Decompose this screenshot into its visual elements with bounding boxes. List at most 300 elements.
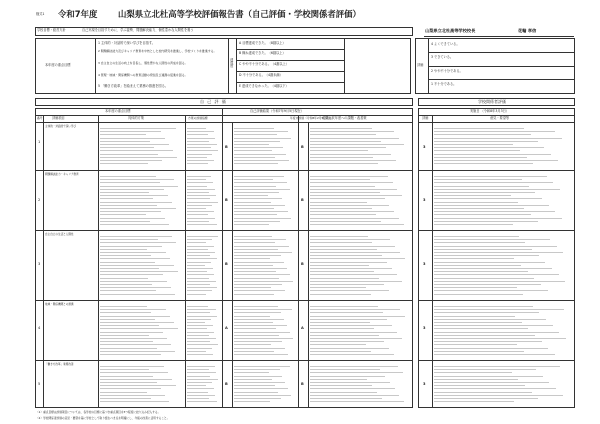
text-line xyxy=(100,312,151,313)
text-line xyxy=(187,262,211,263)
text-line xyxy=(434,332,559,333)
text-line xyxy=(310,290,389,291)
text-line xyxy=(310,150,368,151)
text-line xyxy=(434,131,555,132)
text-line xyxy=(310,322,370,323)
text-line xyxy=(310,163,378,164)
form-tag: 様式1 xyxy=(36,12,45,16)
text-line xyxy=(100,205,157,206)
text-line xyxy=(234,322,273,323)
col-measure: 具体的方策 xyxy=(128,116,144,120)
text-line xyxy=(100,319,155,320)
text-line xyxy=(100,281,167,282)
text-line xyxy=(434,385,525,386)
text-line xyxy=(234,278,279,279)
text-line xyxy=(100,144,169,145)
text-line xyxy=(100,208,176,209)
text-line xyxy=(187,195,216,196)
text-line xyxy=(187,385,206,386)
focus-item: 4 管理・地域・関係機関への教育活動の発信及び連携の促進を図る。 xyxy=(98,73,188,77)
text-line xyxy=(310,325,392,326)
text-line xyxy=(310,221,381,222)
text-line xyxy=(434,179,522,180)
principal-name: 花輪 孝信 xyxy=(518,28,537,33)
mid-rating: B xyxy=(225,198,228,202)
col-no: 番号 xyxy=(37,116,43,120)
text-line xyxy=(310,141,381,142)
text-line xyxy=(234,325,287,326)
text-line xyxy=(434,205,549,206)
text-line xyxy=(310,205,389,206)
text-line xyxy=(310,385,372,386)
text-line xyxy=(100,150,173,151)
text-line xyxy=(100,131,161,132)
text-line xyxy=(187,249,208,250)
text-line xyxy=(310,134,376,135)
text-line xyxy=(234,134,277,135)
text-line xyxy=(434,160,558,161)
text-line xyxy=(234,224,269,225)
focus-label: 本年度の重点目標 xyxy=(45,63,71,67)
text-line xyxy=(434,258,514,259)
text-line xyxy=(100,306,147,307)
text-line xyxy=(187,401,217,402)
text-line xyxy=(187,344,218,345)
text-line xyxy=(434,255,539,256)
text-line xyxy=(434,351,524,352)
focus-item: 1 主体的・対話的で深い学びを目指す。 xyxy=(98,41,155,45)
text-line xyxy=(187,287,217,288)
text-line xyxy=(100,354,161,355)
text-line xyxy=(187,271,207,272)
text-line xyxy=(234,281,293,282)
text-line xyxy=(310,147,386,148)
text-line xyxy=(234,388,288,389)
text-line xyxy=(100,328,178,329)
text-line xyxy=(434,395,563,396)
text-line xyxy=(310,239,390,240)
text-line xyxy=(234,182,287,183)
text-line xyxy=(434,322,522,323)
text-line xyxy=(310,312,383,313)
text-line xyxy=(100,218,165,219)
text-line xyxy=(187,284,210,285)
text-line xyxy=(310,284,384,285)
text-line xyxy=(310,192,380,193)
text-line xyxy=(187,150,218,151)
text-line xyxy=(434,392,532,393)
text-line xyxy=(434,218,562,219)
text-line xyxy=(234,392,278,393)
text-line xyxy=(100,382,157,383)
scale-row: D 不十分である。（4割未満） xyxy=(239,73,283,77)
focus-item: 3 自主自立の生活の向上を目指し、個性豊かな人間性の育成を図る。 xyxy=(98,61,188,65)
text-line xyxy=(310,348,389,349)
text-line xyxy=(100,258,170,259)
text-line xyxy=(187,157,207,158)
end-rating: B xyxy=(301,382,304,386)
text-line xyxy=(234,236,272,237)
focus-item: 2 問題解決能力及びキャリア教育を中核とした校内研究を推進し、学校づくりを推進する。 xyxy=(98,49,217,53)
text-line xyxy=(100,157,177,158)
text-line xyxy=(234,271,276,272)
text-line xyxy=(434,388,556,389)
text-line xyxy=(310,287,366,288)
text-line xyxy=(187,335,209,336)
text-line xyxy=(310,176,388,177)
text-line xyxy=(310,382,390,383)
text-line xyxy=(234,319,284,320)
text-line xyxy=(187,392,208,393)
text-line xyxy=(100,154,158,155)
text-line xyxy=(234,252,292,253)
text-line xyxy=(434,271,528,272)
end-rating: B xyxy=(301,262,304,266)
text-line xyxy=(187,376,210,377)
text-line xyxy=(434,379,518,380)
text-line xyxy=(310,294,371,295)
text-line xyxy=(100,179,174,180)
text-line xyxy=(187,134,208,135)
text-line xyxy=(434,398,538,399)
rel-eval-title: 学校関係者評価 xyxy=(478,99,506,104)
text-line xyxy=(187,189,215,190)
text-line xyxy=(100,160,162,161)
text-line xyxy=(234,211,288,212)
text-line xyxy=(434,294,523,295)
end-rating: A xyxy=(301,326,304,330)
text-line xyxy=(100,163,148,164)
text-line xyxy=(234,160,289,161)
text-line xyxy=(187,338,216,339)
text-line xyxy=(100,395,165,396)
footnote: （1）重点目標は評価項目については、各学校の目標に基づき重点項目を3つ程度に絞り込み記入する。 xyxy=(36,410,161,414)
text-line xyxy=(310,128,372,129)
text-line xyxy=(310,182,393,183)
text-line xyxy=(100,265,174,266)
text-line xyxy=(434,262,545,263)
col-method: 方策の評価指標 xyxy=(188,116,208,120)
text-line xyxy=(234,255,281,256)
text-line xyxy=(234,258,270,259)
text-line xyxy=(310,344,366,345)
text-line xyxy=(187,348,212,349)
text-line xyxy=(310,138,399,139)
text-line xyxy=(100,294,175,295)
text-line xyxy=(310,316,405,317)
text-line xyxy=(100,255,151,256)
text-line xyxy=(310,376,385,377)
text-line xyxy=(187,246,214,247)
text-line xyxy=(187,341,210,342)
text-line xyxy=(187,239,212,240)
text-line xyxy=(310,328,374,329)
text-line xyxy=(310,271,374,272)
plan-heading: 本年度の重点目標 xyxy=(105,109,131,113)
text-line xyxy=(310,369,380,370)
text-line xyxy=(434,186,529,187)
scale-row: A 目標達成できた。（8割以上） xyxy=(239,41,286,45)
text-line xyxy=(187,205,212,206)
report-year: 令和7年度 xyxy=(58,9,98,19)
rel-rating: 3 xyxy=(423,262,426,266)
text-line xyxy=(310,332,397,333)
text-line xyxy=(234,398,281,399)
text-line xyxy=(234,138,291,139)
text-line xyxy=(100,372,168,373)
text-line xyxy=(310,265,369,266)
text-line xyxy=(100,385,176,386)
text-line xyxy=(310,255,382,256)
text-line xyxy=(234,249,278,250)
text-line xyxy=(434,328,528,329)
text-line xyxy=(100,221,150,222)
row-item: 「働き方改革」業務改善 xyxy=(45,363,74,366)
text-line xyxy=(187,154,212,155)
text-line xyxy=(187,322,205,323)
text-line xyxy=(234,268,287,269)
text-line xyxy=(100,366,164,367)
rel-col-comment: 意見・要望等 xyxy=(490,116,510,120)
text-line xyxy=(100,176,156,177)
text-line xyxy=(187,252,215,253)
text-line xyxy=(434,176,547,177)
text-line xyxy=(310,186,375,187)
row-number: 2 xyxy=(38,198,41,202)
text-line xyxy=(434,144,513,145)
col-outcome: 成果と次年度への課題・改善策 xyxy=(322,116,367,120)
text-line xyxy=(234,274,290,275)
row-item: 自主自立の生活と人間性 xyxy=(45,233,74,236)
text-line xyxy=(434,309,564,310)
text-line xyxy=(234,208,274,209)
text-line xyxy=(100,271,178,272)
text-line xyxy=(434,138,562,139)
text-line xyxy=(100,198,153,199)
text-line xyxy=(434,335,535,336)
text-line xyxy=(187,192,209,193)
text-line xyxy=(187,144,217,145)
text-line xyxy=(234,262,284,263)
text-line xyxy=(234,354,288,355)
text-line xyxy=(310,242,372,243)
text-line xyxy=(234,221,280,222)
text-line xyxy=(434,236,519,237)
text-line xyxy=(100,309,166,310)
text-line xyxy=(187,141,209,142)
text-line xyxy=(187,131,214,132)
rel-rating: 3 xyxy=(423,198,426,202)
text-line xyxy=(187,128,206,129)
text-line xyxy=(187,138,215,139)
row-number: 3 xyxy=(38,262,41,266)
text-line xyxy=(234,179,273,180)
self-eval-title: 自 己 評 価 xyxy=(200,99,227,104)
text-line xyxy=(234,316,270,317)
text-line xyxy=(310,306,378,307)
text-line xyxy=(187,274,214,275)
text-line xyxy=(100,341,153,342)
goal-text: 自己実現を目指すために、学ぶ姿勢、問題解決能力、個性豊かな人間性を養う xyxy=(82,28,194,32)
text-line xyxy=(234,214,277,215)
text-line xyxy=(100,186,178,187)
text-line xyxy=(100,252,166,253)
text-line xyxy=(310,268,392,269)
text-line xyxy=(234,157,275,158)
text-line xyxy=(187,278,209,279)
text-line xyxy=(187,294,206,295)
text-line xyxy=(310,218,399,219)
text-line xyxy=(310,214,376,215)
scale-side-label: 達成度 xyxy=(229,58,234,68)
text-line xyxy=(234,335,279,336)
text-line xyxy=(187,369,209,370)
text-line xyxy=(100,351,175,352)
text-line xyxy=(100,202,172,203)
school-underline xyxy=(424,36,574,37)
text-line xyxy=(434,198,542,199)
text-line xyxy=(187,306,208,307)
text-line xyxy=(234,141,280,142)
text-line xyxy=(187,198,210,199)
text-line xyxy=(234,348,285,349)
text-line xyxy=(187,221,209,222)
text-line xyxy=(310,154,391,155)
text-line xyxy=(434,239,550,240)
text-line xyxy=(434,281,565,282)
row-item: 主体的・対話的で深い学び xyxy=(45,125,77,128)
text-line xyxy=(434,221,538,222)
text-line xyxy=(310,211,394,212)
text-line xyxy=(234,385,275,386)
text-line xyxy=(434,249,532,250)
text-line xyxy=(234,192,279,193)
text-line xyxy=(234,242,275,243)
text-line xyxy=(100,147,154,148)
text-line xyxy=(434,157,527,158)
rating-row: 1 不十分である。 xyxy=(431,82,457,86)
text-line xyxy=(234,341,282,342)
rel-rating: 3 xyxy=(423,145,426,149)
text-line xyxy=(434,189,560,190)
text-line xyxy=(434,246,557,247)
text-line xyxy=(434,268,552,269)
text-line xyxy=(187,147,211,148)
text-line xyxy=(434,284,541,285)
text-line xyxy=(234,351,274,352)
text-line xyxy=(234,294,274,295)
text-line xyxy=(234,332,290,333)
text-line xyxy=(434,348,548,349)
text-line xyxy=(234,218,291,219)
text-line xyxy=(187,265,205,266)
text-line xyxy=(100,401,169,402)
text-line xyxy=(234,328,276,329)
text-line xyxy=(310,335,379,336)
text-line xyxy=(234,154,286,155)
text-line xyxy=(234,144,269,145)
footnote: （2）学校関係者評価の意見・要望を基に学校として取り組むべき点を明確にし、今後の改善に活用すること。 xyxy=(36,416,170,420)
text-line xyxy=(100,392,147,393)
rel-date: 実施日 （令和8年3月3日） xyxy=(470,109,509,113)
text-line xyxy=(187,382,212,383)
text-line xyxy=(310,249,377,250)
text-line xyxy=(187,388,214,389)
mid-rating: B xyxy=(225,382,228,386)
text-line xyxy=(100,211,161,212)
text-line xyxy=(187,332,214,333)
text-line xyxy=(434,147,544,148)
report-title: 山梨県立北杜高等学校評価報告書（自己評価・学校関係者評価） xyxy=(118,9,361,19)
text-line xyxy=(187,236,218,237)
text-line xyxy=(234,176,284,177)
rating-label: 評価 xyxy=(417,63,424,67)
text-line xyxy=(100,284,152,285)
text-line xyxy=(100,290,156,291)
text-line xyxy=(310,160,396,161)
text-line xyxy=(434,202,518,203)
text-line xyxy=(234,369,280,370)
text-line xyxy=(310,198,385,199)
scale-row: B 概ね達成できた。（6割以上） xyxy=(239,51,286,55)
text-line xyxy=(310,319,387,320)
text-line xyxy=(310,262,387,263)
text-line xyxy=(434,134,531,135)
text-line xyxy=(100,246,162,247)
text-line xyxy=(100,274,163,275)
text-line xyxy=(187,268,213,269)
text-line xyxy=(310,144,404,145)
text-line xyxy=(100,128,176,129)
text-line xyxy=(234,239,286,240)
text-line xyxy=(434,401,514,402)
text-line xyxy=(434,376,543,377)
text-line xyxy=(310,354,394,355)
text-line xyxy=(234,147,283,148)
text-line xyxy=(187,379,218,380)
school-name: 山梨県立北杜高等学校校長 xyxy=(425,28,476,33)
text-line xyxy=(234,205,285,206)
text-line xyxy=(434,344,517,345)
row-number: 1 xyxy=(38,140,41,144)
text-line xyxy=(310,252,400,253)
text-line xyxy=(434,274,559,275)
text-line xyxy=(187,211,214,212)
text-line xyxy=(187,176,211,177)
text-line xyxy=(234,366,290,367)
row-item: 問題解決能力・キャリア教育 xyxy=(45,173,79,176)
text-line xyxy=(100,379,172,380)
text-line xyxy=(434,341,542,342)
text-line xyxy=(310,236,368,237)
mid-rating: B xyxy=(225,262,228,266)
text-line xyxy=(434,242,525,243)
mid-rating: A xyxy=(225,326,228,330)
text-line xyxy=(234,189,290,190)
text-line xyxy=(187,354,213,355)
text-line xyxy=(310,189,397,190)
text-line xyxy=(187,281,216,282)
text-line xyxy=(187,163,208,164)
text-line xyxy=(434,224,513,225)
text-line xyxy=(434,252,563,253)
text-line xyxy=(100,214,146,215)
text-line xyxy=(100,278,148,279)
text-line xyxy=(234,401,270,402)
text-line xyxy=(100,239,158,240)
text-line xyxy=(100,376,153,377)
text-line xyxy=(310,157,373,158)
